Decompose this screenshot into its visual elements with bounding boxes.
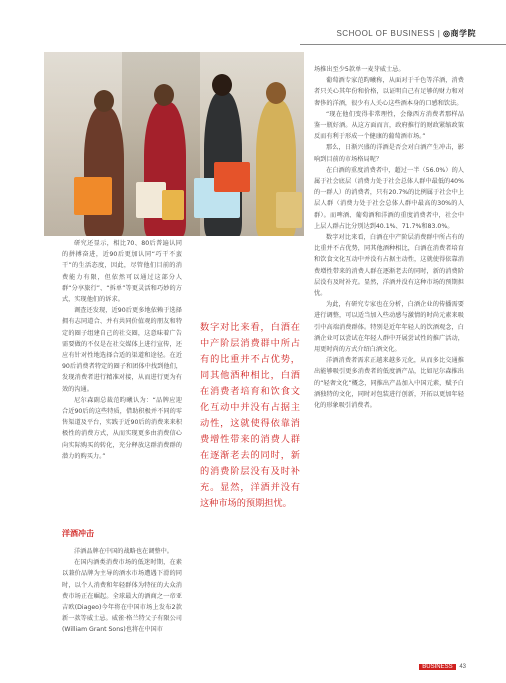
shopper-1 bbox=[84, 107, 124, 236]
paragraph: 研究还显示，相比70、80后普遍认同的拼搏奋进，近90后更加认同“巧干不蛮干”的生活态度，因此，尽管他们目前的消费能力有限，但依然可以通过这部分人群“分享旅行”、“拆单”等更灵活和巧妙的方式，实现他们的诉求。 bbox=[62, 240, 182, 304]
shopping-bag-gold bbox=[276, 192, 302, 228]
footer-tag: BUSINESS bbox=[419, 664, 455, 670]
paragraph: 洋酒消费者需求正越来越多元化，从而多比交通推出能够吸引更多消费者的低度酒产品，比如尼尔森推出的“轻奢文化”概念，同推出产品加入中国元素，赋予白酒独特的文化，同时对包装进行创新，开拓以更加年轻化的形象吸引消费者。 bbox=[314, 357, 464, 410]
paragraph: 数字对比来看，白酒在中产阶层消费群中所占有的比重并不占优势，同其他酒种相比，白酒在消费者培育和饮食文化互动中并没有占据主动性，这就使得依靠消费增性带来的消费人群在逐渐老去的同时，新的消费阶层没有及时补充。显然，洋酒并没有这种市场的预期担忧。 bbox=[314, 234, 464, 298]
paragraph: 为此，有研究专家也在分析，白酒企业的传播需要进行调整，可以适当加入些动感与激情的时尚元素来吸引中高端消费群体。特别是近年年轻人的饮酒观念，白酒企业可以尝试在年轻人群中开展尝试性的推广活动，用更时尚的方式介绍白酒文化。 bbox=[314, 301, 464, 354]
shopper-1-head bbox=[94, 90, 114, 112]
header-separator: | bbox=[437, 29, 441, 38]
paragraph: “现在他们变得非常理性，会像西方消费者那样品鉴一瓶好酒。从这方面而言，政府推行的财政紧缩政策反而有利于形成一个健康的葡萄酒市场。” bbox=[314, 110, 464, 141]
page-header bbox=[336, 28, 476, 39]
paragraph: 场推出至少5款单一麦芽威士忌。 bbox=[314, 66, 405, 73]
page-footer bbox=[419, 664, 466, 670]
header-section: SCHOOL OF BUSINESS bbox=[336, 29, 435, 38]
section-title: 洋酒冲击 bbox=[62, 529, 94, 538]
left-column-2 bbox=[62, 546, 182, 636]
paragraph: 在国内酒类消费市场的低迷时期，在素以兼价品牌为主导的酒水市场遭遇下滑的同时，以个人消费和年轻群体为特征的大众消费市场正在崛起。全球最大的酒商之一帝亚吉欧(Diageo)今年将在中国市场上发布2款新一款等威士忌。威雀·格兰特父子有限公司(William Grant Sons)也将在中国市 bbox=[62, 559, 182, 634]
shopper-2-head bbox=[154, 84, 174, 106]
page-number: 43 bbox=[459, 664, 466, 670]
paragraph: 尼尔森副总裁范昀曦认为：“品牌应迎合近90后的这些特质，借助积极并不同的零售渠道及平台，实践于近90后的消费来来积极性的消费方式，从而实现更多由消费信心向实际购买的转化，充分释放这群消费群的潜力的购买力。” bbox=[62, 396, 182, 460]
header-brand: ◎商学院 bbox=[443, 29, 476, 38]
paragraph: 洋酒品牌在中国的战略也在调整中。 bbox=[74, 548, 173, 555]
pull-quote: 数字对比来看，白酒在中产阶层消费群中所占有的比重并不占优势，同其他酒种相比，白酒在消费者培育和饮食文化互动中并没有占据主动性，这就使得依靠消费增性带来的消费人群在逐渐老去的同时，新的消费阶层没有及时补充。显然，洋酒并没有这种市场的预期担忧。 bbox=[200, 322, 300, 509]
shopping-bag-orange bbox=[74, 177, 112, 215]
shopping-bag-yellow bbox=[162, 190, 184, 220]
right-column bbox=[314, 64, 464, 411]
paragraph: 调查还发现，近90后更多地依赖于选择拥有志同道合、并有共同价值观的朋友和特定的圈子组建自己的社交圈，这意味着广告需要做的不仅是在社交媒体上进行宣传，还应有针对性地选择合适的渠道和途径。在近90后消费者特定的圈子和团体中找到他们，发现消费者进行精准对接，从而进行更为有效的沟通。 bbox=[62, 307, 182, 393]
paragraph: 在白酒的重度消费者中，超过一半（56.0%）的人属于社会底层（消费力处于社会总体人群中最低的40%的一群人）的消费者，只有20.7%的比例属于社会中上层人群（消费力处于社会总体人群中最高的30%的人群）。而啤酒、葡萄酒和洋酒的重度消费者中，社会中上层人群占比分别达到40.1%、71.7%和83.0%。 bbox=[314, 166, 464, 230]
left-column bbox=[62, 238, 182, 462]
paragraph: 那么，日渐兴盛的洋酒是否会对白酒产生冲击，影响到目前的市场格局呢？ bbox=[314, 144, 464, 163]
shopping-bag-red bbox=[214, 162, 250, 192]
shopping-photo bbox=[44, 52, 304, 236]
header-rule bbox=[300, 44, 506, 45]
paragraph: 葡萄酒专家范昀曦称，从面对于千色等洋酒，消费者只关心其年份和价格，以证明自己有足够的财力和对奢侈的洋酒，很少有人关心这些酒本身的口感和饮法。 bbox=[314, 77, 464, 107]
shopper-3-head bbox=[212, 74, 232, 96]
shopper-4-head bbox=[266, 82, 286, 104]
